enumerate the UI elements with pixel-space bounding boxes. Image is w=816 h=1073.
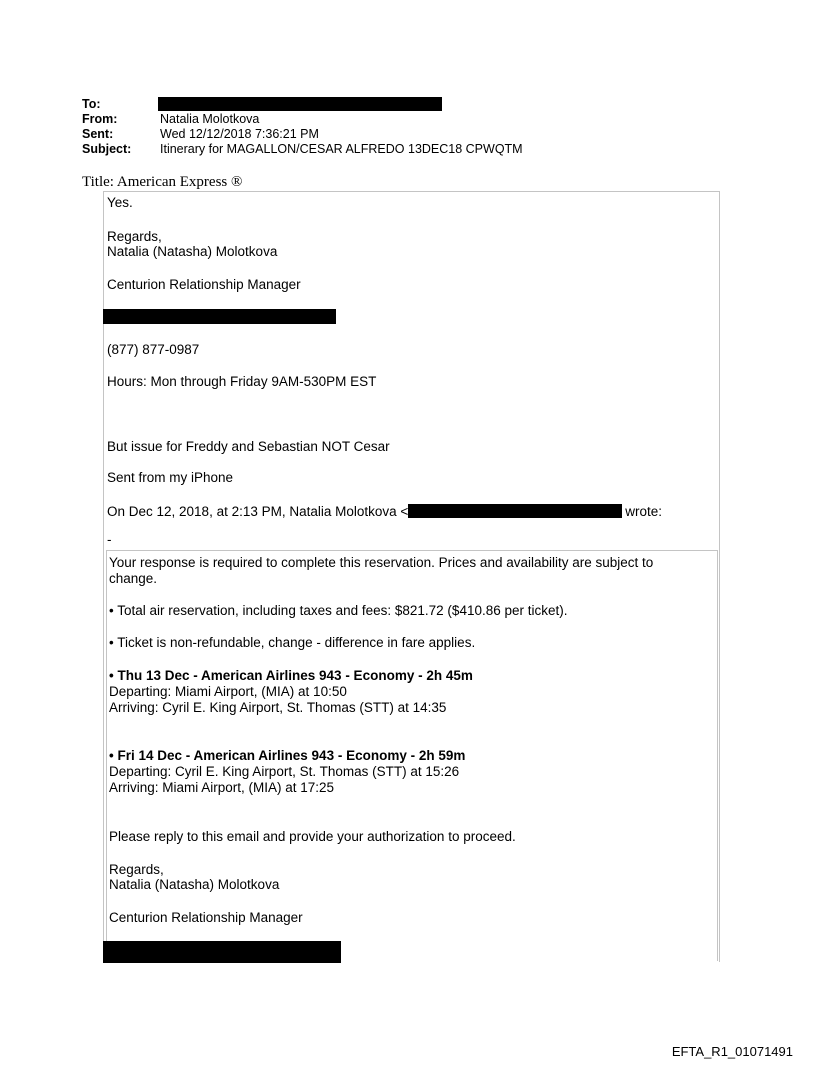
- quoted-bullet-ticket: • Ticket is non-refundable, change - difference in fare applies.: [109, 635, 476, 650]
- flight1-title: • Thu 13 Dec - American Airlines 943 - Economy - 2h 45m: [109, 668, 473, 683]
- quoted-bullet-total: • Total air reservation, including taxes and fees: $821.72 ($410.86 per ticket).: [109, 603, 568, 618]
- sent-row: [82, 127, 523, 142]
- quoted-role: Centurion Relationship Manager: [109, 910, 303, 925]
- quoted-reply-request: Please reply to this email and provide your authorization to proceed.: [109, 829, 516, 844]
- quote-dash: -: [107, 532, 112, 547]
- subject-row: [82, 142, 523, 157]
- from-row: [82, 112, 523, 127]
- from-label: From:: [82, 112, 118, 126]
- redacted-email: [408, 504, 622, 518]
- flight2-depart: Departing: Cyril E. King Airport, St. Thomas (STT) at 15:26: [109, 764, 460, 779]
- quoted-name: Natalia (Natasha) Molotkova: [109, 877, 280, 892]
- quote-intro: On Dec 12, 2018, at 2:13 PM, Natalia Molotkova <: [107, 504, 409, 519]
- sent-value: Wed 12/12/2018 7:36:21 PM: [160, 127, 319, 141]
- reply-phone: (877) 877-0987: [107, 342, 200, 357]
- quoted-regards: Regards,: [109, 862, 164, 877]
- redacted-contact: [103, 309, 336, 324]
- flight1-depart: Departing: Miami Airport, (MIA) at 10:50: [109, 684, 347, 699]
- email-header: [82, 97, 523, 157]
- reply-hours: Hours: Mon through Friday 9AM-530PM EST: [107, 374, 377, 389]
- document-id: EFTA_R1_01071491: [671, 1044, 793, 1059]
- reply-yes: Yes.: [107, 195, 133, 210]
- quote-wrote: wrote:: [625, 504, 663, 519]
- flight1-arrive: Arriving: Cyril E. King Airport, St. Thomas (STT) at 14:35: [109, 700, 447, 715]
- reply-sent-from: Sent from my iPhone: [107, 470, 234, 485]
- to-row: [82, 97, 523, 112]
- quote-intro-line: [107, 504, 662, 520]
- sent-label: Sent:: [82, 127, 114, 141]
- to-label: To:: [82, 97, 101, 111]
- flight2-title: • Fri 14 Dec - American Airlines 943 - Economy - 2h 59m: [109, 748, 466, 763]
- subject-label: Subject:: [82, 142, 132, 156]
- reply-issue: But issue for Freddy and Sebastian NOT Cesar: [107, 439, 390, 454]
- redacted-recipient: [158, 97, 442, 111]
- flight2-arrive: Arriving: Miami Airport, (MIA) at 17:25: [109, 780, 335, 795]
- reply-regards: Regards,: [107, 229, 162, 244]
- redacted-signature: [103, 941, 341, 963]
- title-line: Title: American Express ®: [82, 174, 243, 190]
- quoted-intro: Your response is required to complete this reservation. Prices and availability are subject to change.: [109, 555, 654, 586]
- reply-role: Centurion Relationship Manager: [107, 277, 301, 292]
- reply-name: Natalia (Natasha) Molotkova: [107, 244, 278, 259]
- from-value: Natalia Molotkova: [160, 112, 260, 126]
- subject-value: Itinerary for MAGALLON/CESAR ALFREDO 13DEC18 CPWQTM: [160, 142, 523, 156]
